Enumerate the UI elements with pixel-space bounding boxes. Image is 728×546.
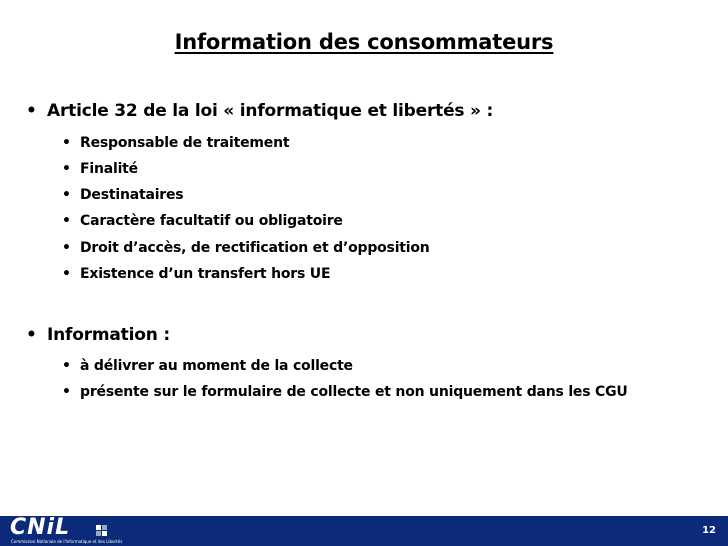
bullet-icon: •: [62, 161, 71, 177]
list-item: [62, 161, 138, 177]
bullet-icon: •: [62, 213, 71, 229]
list-item: [62, 266, 330, 282]
bullet-icon: •: [26, 101, 37, 121]
bullet-icon: •: [62, 240, 71, 256]
section-heading-text: Information :: [47, 325, 170, 345]
list-item: [62, 358, 353, 374]
list-item-text: Responsable de traitement: [80, 135, 290, 151]
list-item: [62, 213, 343, 229]
logo-wordmark: CNiL: [10, 515, 71, 540]
list-item: [62, 135, 289, 151]
list-item: [62, 240, 430, 256]
bullet-icon: •: [62, 187, 71, 203]
list-item-text: à délivrer au moment de la collecte: [80, 358, 353, 374]
bullet-icon: •: [26, 325, 37, 345]
list-item-text: Caractère facultatif ou obligatoire: [80, 213, 343, 229]
list-item: [62, 384, 628, 400]
bullet-icon: •: [62, 135, 71, 151]
footer-bar: [0, 516, 728, 546]
list-item-text: Existence d’un transfert hors UE: [80, 266, 331, 282]
bullet-icon: •: [62, 358, 71, 374]
cnil-logo: [10, 517, 130, 545]
list-item-text: Droit d’accès, de rectification et d’opposition: [80, 240, 430, 256]
logo-subtitle: Commission Nationale de l'Informatique et des Libertés: [11, 539, 123, 544]
bullet-icon: •: [62, 384, 71, 400]
list-item-text: Destinataires: [80, 187, 184, 203]
section-heading-text: Article 32 de la loi « informatique et libertés » :: [47, 101, 494, 121]
section-heading-article-32: [26, 101, 493, 121]
page-number: 12: [702, 525, 716, 536]
section-heading-information: [26, 325, 170, 345]
list-item: [62, 187, 183, 203]
logo-squares-icon: [96, 525, 110, 537]
list-item-text: présente sur le formulaire de collecte et non uniquement dans les CGU: [80, 384, 628, 400]
bullet-icon: •: [62, 266, 71, 282]
list-item-text: Finalité: [80, 161, 138, 177]
slide-title: Information des consommateurs: [174, 30, 554, 54]
